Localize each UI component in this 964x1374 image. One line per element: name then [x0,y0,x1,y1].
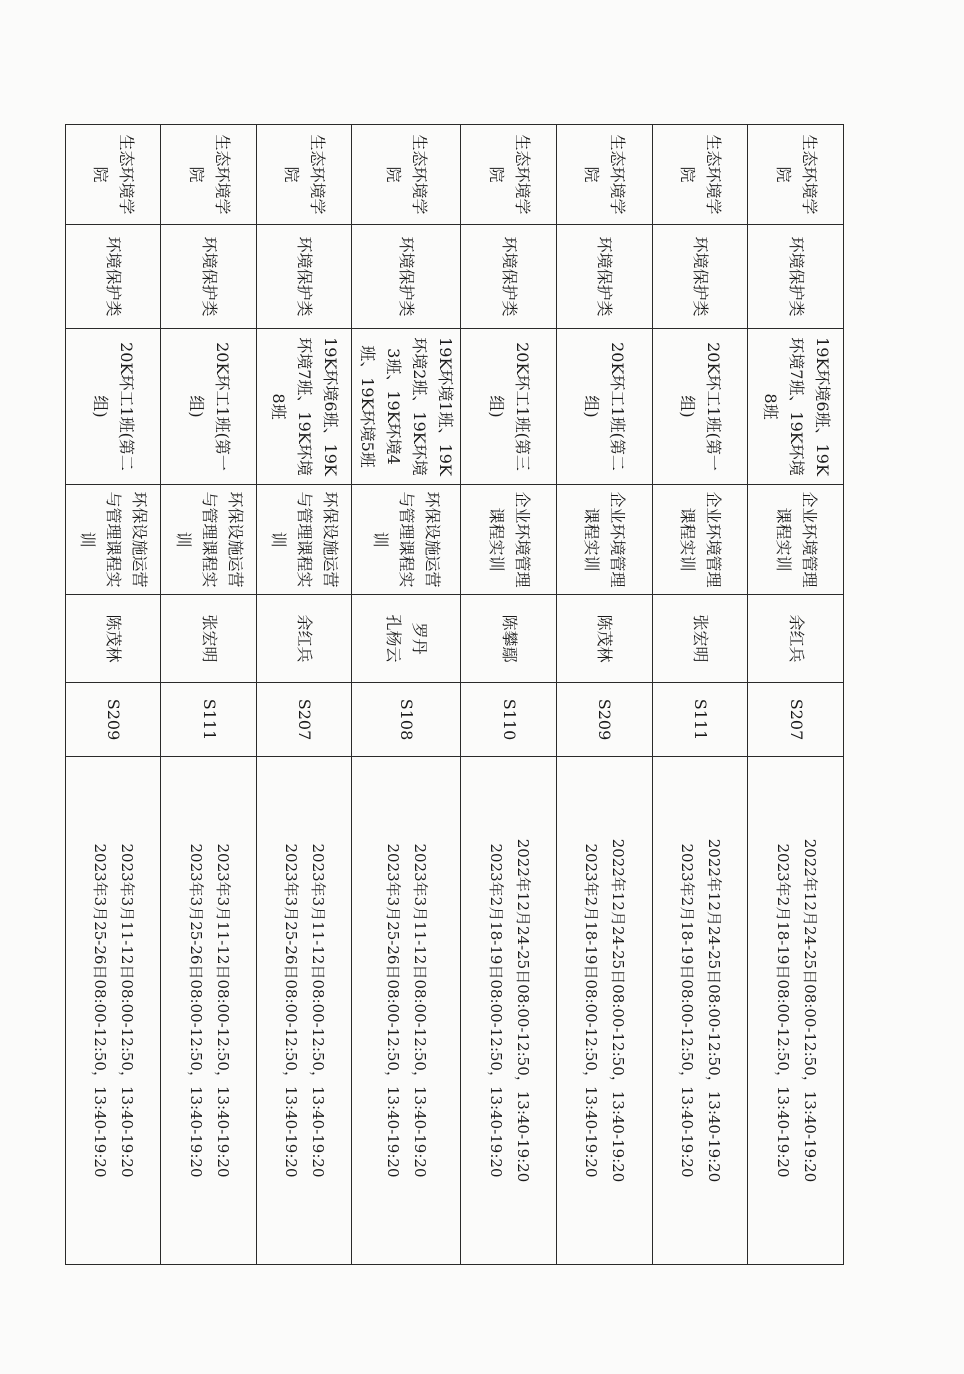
teacher-cell [748,595,844,683]
table-row [748,125,844,1265]
time-slot: 2023年3月25-26日08:00-12:50，13:40-19:20 [90,843,109,1178]
teacher-name: 张宏明 [199,614,219,663]
course-cell: 环保设施运营与管理课程实训 [65,485,161,595]
time-cell [557,757,653,1265]
time-slot: 2022年12月24-25日08:00-12:50，13:40-19:20 [705,838,724,1183]
time-slot: 2023年3月25-26日08:00-12:50，13:40-19:20 [384,843,403,1178]
table-row [65,125,161,1265]
time-slot: 2022年12月24-25日08:00-12:50，13:40-19:20 [800,838,819,1183]
table-wrapper [79,124,844,1264]
time-slot: 2022年12月24-25日08:00-12:50，13:40-19:20 [513,838,532,1183]
table-row [352,125,461,1265]
room-cell: S110 [461,683,557,757]
class-cell: 20K环工1班(第二组) [65,329,161,485]
time-cell [461,757,557,1265]
teacher-cell [352,595,461,683]
class-cell: 20K环工1班(第一组) [161,329,257,485]
room-cell: S108 [352,683,461,757]
major-cell: 环境保护类 [352,225,461,329]
time-slot: 2023年2月18-19日08:00-12:50，13:40-19:20 [582,843,601,1178]
major-cell: 环境保护类 [461,225,557,329]
time-cell [256,757,352,1265]
teacher-cell [652,595,748,683]
teacher-name: 张宏明 [691,614,711,663]
course-cell: 环保设施运营与管理课程实训 [256,485,352,595]
table-row [652,125,748,1265]
teacher-name: 陈茂林 [595,614,615,663]
rotated-table-frame [79,124,844,1264]
room-cell: S207 [748,683,844,757]
teacher-name: 陈茂林 [103,614,123,663]
time-cell [65,757,161,1265]
course-cell: 企业环境管理课程实训 [652,485,748,595]
class-cell: 19K环境1班、19K环境2班、19K环境3班、19K环境4班、19K环境5班 [352,329,461,485]
time-cell [748,757,844,1265]
time-slot: 2023年3月25-26日08:00-12:50，13:40-19:20 [186,843,205,1178]
time-slot: 2022年12月24-25日08:00-12:50，13:40-19:20 [609,838,628,1183]
teacher-cell [256,595,352,683]
time-slot: 2023年3月25-26日08:00-12:50，13:40-19:20 [282,843,301,1178]
major-cell: 环境保护类 [256,225,352,329]
teacher-cell [65,595,161,683]
college-cell: 生态环境学院 [65,125,161,225]
time-slot: 2023年3月11-12日08:00-12:50，13:40-19:20 [309,843,328,1178]
table-row [461,125,557,1265]
college-cell: 生态环境学院 [256,125,352,225]
college-cell: 生态环境学院 [461,125,557,225]
college-cell: 生态环境学院 [161,125,257,225]
teacher-cell [461,595,557,683]
college-cell: 生态环境学院 [748,125,844,225]
teacher-name: 余红兵 [295,614,315,663]
time-slot: 2023年2月18-19日08:00-12:50，13:40-19:20 [773,843,792,1178]
major-cell: 环境保护类 [652,225,748,329]
major-cell: 环境保护类 [161,225,257,329]
room-cell: S111 [652,683,748,757]
class-cell: 20K环工1班(第二组) [557,329,653,485]
college-cell: 生态环境学院 [352,125,461,225]
course-cell: 环保设施运营与管理课程实训 [161,485,257,595]
training-schedule-table [65,124,844,1265]
class-cell: 20K环工1班(第三组) [461,329,557,485]
room-cell: S207 [256,683,352,757]
class-cell: 19K环境6班、19K环境7班、19K环境8班 [256,329,352,485]
time-cell [652,757,748,1265]
table-body [65,125,843,1265]
table-row [256,125,352,1265]
course-cell: 环保设施运营与管理课程实训 [352,485,461,595]
course-cell: 企业环境管理课程实训 [557,485,653,595]
teacher-name: 孔杨云 [384,614,404,663]
time-slot: 2023年3月11-12日08:00-12:50，13:40-19:20 [117,843,136,1178]
major-cell: 环境保护类 [748,225,844,329]
time-slot: 2023年2月18-19日08:00-12:50，13:40-19:20 [678,843,697,1178]
time-slot: 2023年2月18-19日08:00-12:50，13:40-19:20 [486,843,505,1178]
major-cell: 环境保护类 [65,225,161,329]
college-cell: 生态环境学院 [557,125,653,225]
college-cell: 生态环境学院 [652,125,748,225]
teacher-name: 余红兵 [786,614,806,663]
room-cell: S209 [65,683,161,757]
table-row [161,125,257,1265]
time-slot: 2023年3月11-12日08:00-12:50，13:40-19:20 [213,843,232,1178]
time-slot: 2023年3月11-12日08:00-12:50，13:40-19:20 [411,843,430,1178]
class-cell: 20K环工1班(第一组) [652,329,748,485]
time-cell [161,757,257,1265]
course-cell: 企业环境管理课程实训 [461,485,557,595]
time-cell [352,757,461,1265]
course-cell: 企业环境管理课程实训 [748,485,844,595]
room-cell: S209 [557,683,653,757]
teacher-cell [161,595,257,683]
teacher-name: 陈攀鄢 [499,614,519,663]
teacher-cell [557,595,653,683]
major-cell: 环境保护类 [557,225,653,329]
room-cell: S111 [161,683,257,757]
table-row [557,125,653,1265]
teacher-name: 罗丹 [410,622,430,655]
class-cell: 19K环境6班、19K环境7班、19K环境8班 [748,329,844,485]
